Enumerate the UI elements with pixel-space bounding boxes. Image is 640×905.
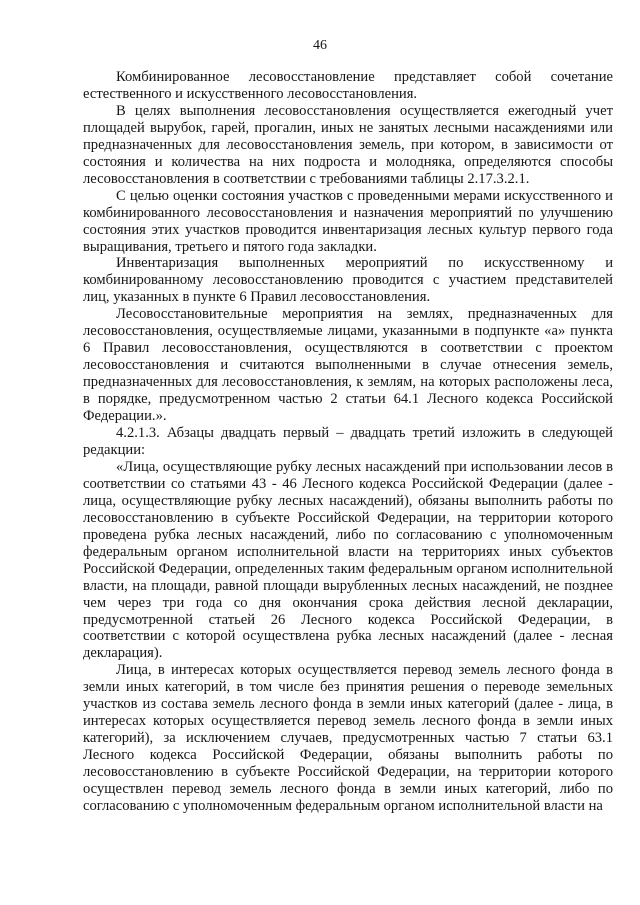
page-number: 46	[313, 38, 327, 53]
paragraph-annual-accounting: В целях выполнения лесовосстановления осуществляется ежегодный учет площадей вырубок, гарей, прогалин, иных не занятых лесными насаждениями или предназначенных для лесовосстановления земель, при котором, в зависимости от состояния и количества на них подроста и молодняка, определяются способы лесовосстановления в соответствии с требованиями таблицы 2.17.3.2.1.	[83, 102, 613, 187]
paragraph-logging-persons: «Лица, осуществляющие рубку лесных насаждений при использовании лесов в соответствии со статьями 43 - 46 Лесного кодекса Российской Федерации (далее - лица, осуществляющие рубку лесных насаждений), обязаны выполнить работы по лесовосстановлению в субъекте Российской Федерации, на территории которого проведена рубка лесных насаждений, либо по согласованию с уполномоченным федеральным органом исполнительной власти на территориях иных субъектов Российской Федерации, определенных таким федеральным органом исполнительной власти, на площади, равной площади вырубленных лесных насаждений, не позднее чем через три года со дня окончания срока действия лесной декларации, предусмотренной статьей 26 Лесного кодекса Российской Федерации, в соответствии с которой осуществлена рубка лесных насаждений (далее - лесная декларация).	[83, 458, 613, 662]
document-body	[83, 69, 613, 815]
paragraph-inventory-participants: Инвентаризация выполненных мероприятий по искусственному и комбинированному лесовосстановлению проводится с участием представителей лиц, указанных в пункте 6 Правил лесовосстановления.	[83, 255, 613, 306]
paragraph-amendment-clause: 4.2.1.3. Абзацы двадцать первый – двадцать третий изложить в следующей редакции:	[83, 425, 613, 458]
paragraph-land-transfer-persons: Лица, в интересах которых осуществляется перевод земель лесного фонда в земли иных категорий, в том числе без принятия решения о переводе земельных участков из состава земель лесного фонда в земли иных категорий (далее - лица, в интересах которых осуществляется перевод земель лесного фонда в земли иных категорий), за исключением случаев, предусмотренных частью 7 статьи 63.1 Лесного кодекса Российской Федерации, обязаны выполнить работы по лесовосстановлению в субъекте Российской Федерации, на территории которого осуществлен перевод земель лесного фонда в земли иных категорий, либо по согласованию с уполномоченным федеральным органом исполнительной власти на	[83, 662, 613, 814]
paragraph-reforestation-measures: Лесовосстановительные мероприятия на землях, предназначенных для лесовосстановления, осуществляемые лицами, указанными в подпункте «а» пункта 6 Правил лесовосстановления, осуществляются в соответствии с проектом лесовосстановления и считаются выполненными в случае отнесения земель, предназначенных для лесовосстановления, к землям, на которых расположены леса, в порядке, предусмотренном частью 2 статьи 64.1 Лесного кодекса Российской Федерации.».	[83, 306, 613, 425]
paragraph-inventory-purpose: С целью оценки состояния участков с проведенными мерами искусственного и комбинированного лесовосстановления и назначения мероприятий по улучшению состояния этих участков проводится инвентаризация лесных культур первого года выращивания, третьего и пятого года закладки.	[83, 187, 613, 255]
paragraph-combined-reforestation: Комбинированное лесовосстановление представляет собой сочетание естественного и искусственного лесовосстановления.	[83, 69, 613, 102]
